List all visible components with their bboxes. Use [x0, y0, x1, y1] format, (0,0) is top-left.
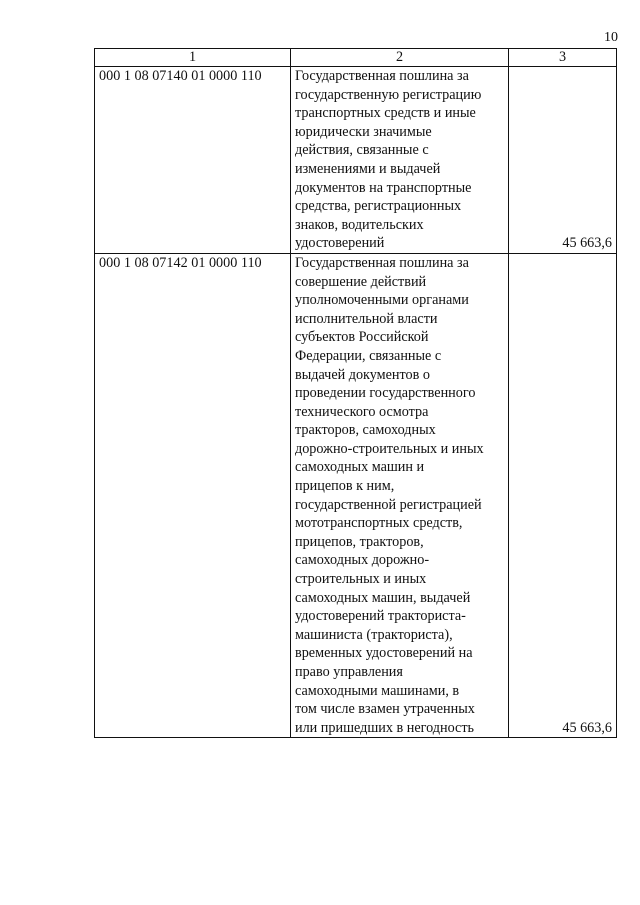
revenue-name-text: Государственная пошлина за совершение действий уполномоченными органами исполнительной власти субъектов Российской Федерации, связанные с выдачей документов о проведении государственного технического осмотра тракторов, самоходных дорожно-строительных и иных самоходных машин и прицепов к ним, государственной регистрацией мототранспортных средств, прицепов, тракторов, самоходных дорожно- строительных и иных самоходных машин, выдачей удостоверений тракториста- машиниста (тракториста), временных удостоверений на право управления самоходными машинами, в том числе взамен утраченных или пришедших в негодность: [295, 254, 484, 736]
page-number: 10: [604, 30, 618, 45]
revenue-name-cell: [291, 67, 509, 254]
classification-code-cell: 000 1 08 07140 01 0000 110: [95, 67, 291, 254]
amount-cell: 45 663,6: [509, 67, 617, 254]
column-header-2: 2: [291, 49, 509, 67]
revenue-name-text: Государственная пошлина за государственную регистрацию транспортных средств и иные юридически значимые действия, связанные с изменениями и выдачей документов на транспортные средства, регистрационных знаков, водительских удостоверений: [295, 68, 482, 252]
budget-revenue-table: [94, 48, 617, 738]
column-header-1: 1: [95, 49, 291, 67]
amount-cell: 45 663,6: [509, 253, 617, 737]
revenue-name-cell: [291, 253, 509, 737]
table-row: [95, 67, 617, 254]
table-row: [95, 253, 617, 737]
column-header-3: 3: [509, 49, 617, 67]
classification-code-cell: 000 1 08 07142 01 0000 110: [95, 253, 291, 737]
table-header-row: [95, 49, 617, 67]
